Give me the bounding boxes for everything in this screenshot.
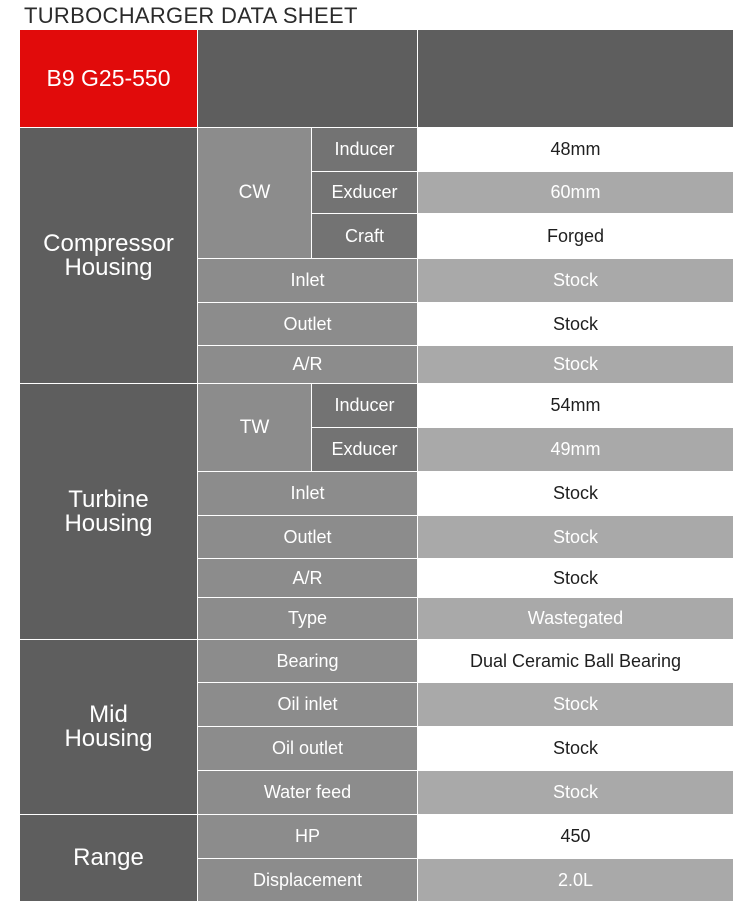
turbine-inlet-label: Inlet (198, 472, 417, 515)
turbine-ar-label: A/R (198, 559, 417, 597)
turbine-ar-value: Stock (418, 559, 733, 597)
compressor-housing-label-line2: Housing (64, 253, 153, 281)
compressor-wheel-group: CW (198, 128, 311, 258)
mid-oil-inlet-value: Stock (418, 683, 733, 726)
mid-water-feed-label: Water feed (198, 771, 417, 814)
compressor-ar-value: Stock (418, 346, 733, 383)
compressor-housing-section (20, 128, 197, 383)
compressor-inlet-value: Stock (418, 259, 733, 302)
turbine-outlet-label: Outlet (198, 516, 417, 558)
compressor-outlet-value: Stock (418, 303, 733, 345)
compressor-craft-value: Forged (418, 214, 733, 258)
compressor-housing-label-line1: Compressor (43, 229, 174, 257)
compressor-inducer-value: 48mm (418, 128, 733, 171)
turbine-exducer-label: Exducer (312, 428, 417, 471)
range-hp-value: 450 (418, 815, 733, 858)
mid-housing-label-line2: Housing (64, 725, 153, 752)
compressor-inlet-label: Inlet (198, 259, 417, 302)
turbine-exducer-value: 49mm (418, 428, 733, 471)
page-title: TURBOCHARGER DATA SHEET (24, 3, 358, 28)
mid-water-feed-value: Stock (418, 771, 733, 814)
mid-oil-inlet-label: Oil inlet (198, 683, 417, 726)
turbine-housing-label-line2: Housing (64, 509, 153, 537)
compressor-craft-label: Craft (312, 214, 417, 258)
mid-housing-label-line1: Mid (89, 701, 128, 728)
compressor-inducer-label: Inducer (312, 128, 417, 171)
turbine-inducer-value: 54mm (418, 384, 733, 427)
compressor-exducer-label: Exducer (312, 172, 417, 213)
range-section: Range (20, 815, 197, 901)
range-displacement-value: 2.0L (418, 859, 733, 901)
compressor-ar-label: A/R (198, 346, 417, 383)
turbine-inducer-label: Inducer (312, 384, 417, 427)
turbine-type-label: Type (198, 598, 417, 639)
turbine-wheel-group: TW (198, 384, 311, 471)
turbine-inlet-value: Stock (418, 472, 733, 515)
header-blank-cell (198, 30, 417, 127)
mid-oil-outlet-label: Oil outlet (198, 727, 417, 770)
model-cell: B9 G25-550 (20, 30, 197, 127)
mid-oil-outlet-value: Stock (418, 727, 733, 770)
mid-bearing-value: Dual Ceramic Ball Bearing (418, 640, 733, 682)
range-displacement-label: Displacement (198, 859, 417, 901)
compressor-exducer-value: 60mm (418, 172, 733, 213)
data-sheet-table (20, 30, 731, 890)
header-blank-value-cell (418, 30, 733, 127)
turbine-type-value: Wastegated (418, 598, 733, 639)
turbine-housing-section (20, 384, 197, 639)
turbine-outlet-value: Stock (418, 516, 733, 558)
turbine-housing-label-line1: Turbine (68, 485, 149, 513)
mid-bearing-label: Bearing (198, 640, 417, 682)
compressor-outlet-label: Outlet (198, 303, 417, 345)
range-hp-label: HP (198, 815, 417, 858)
mid-housing-section (20, 640, 197, 814)
